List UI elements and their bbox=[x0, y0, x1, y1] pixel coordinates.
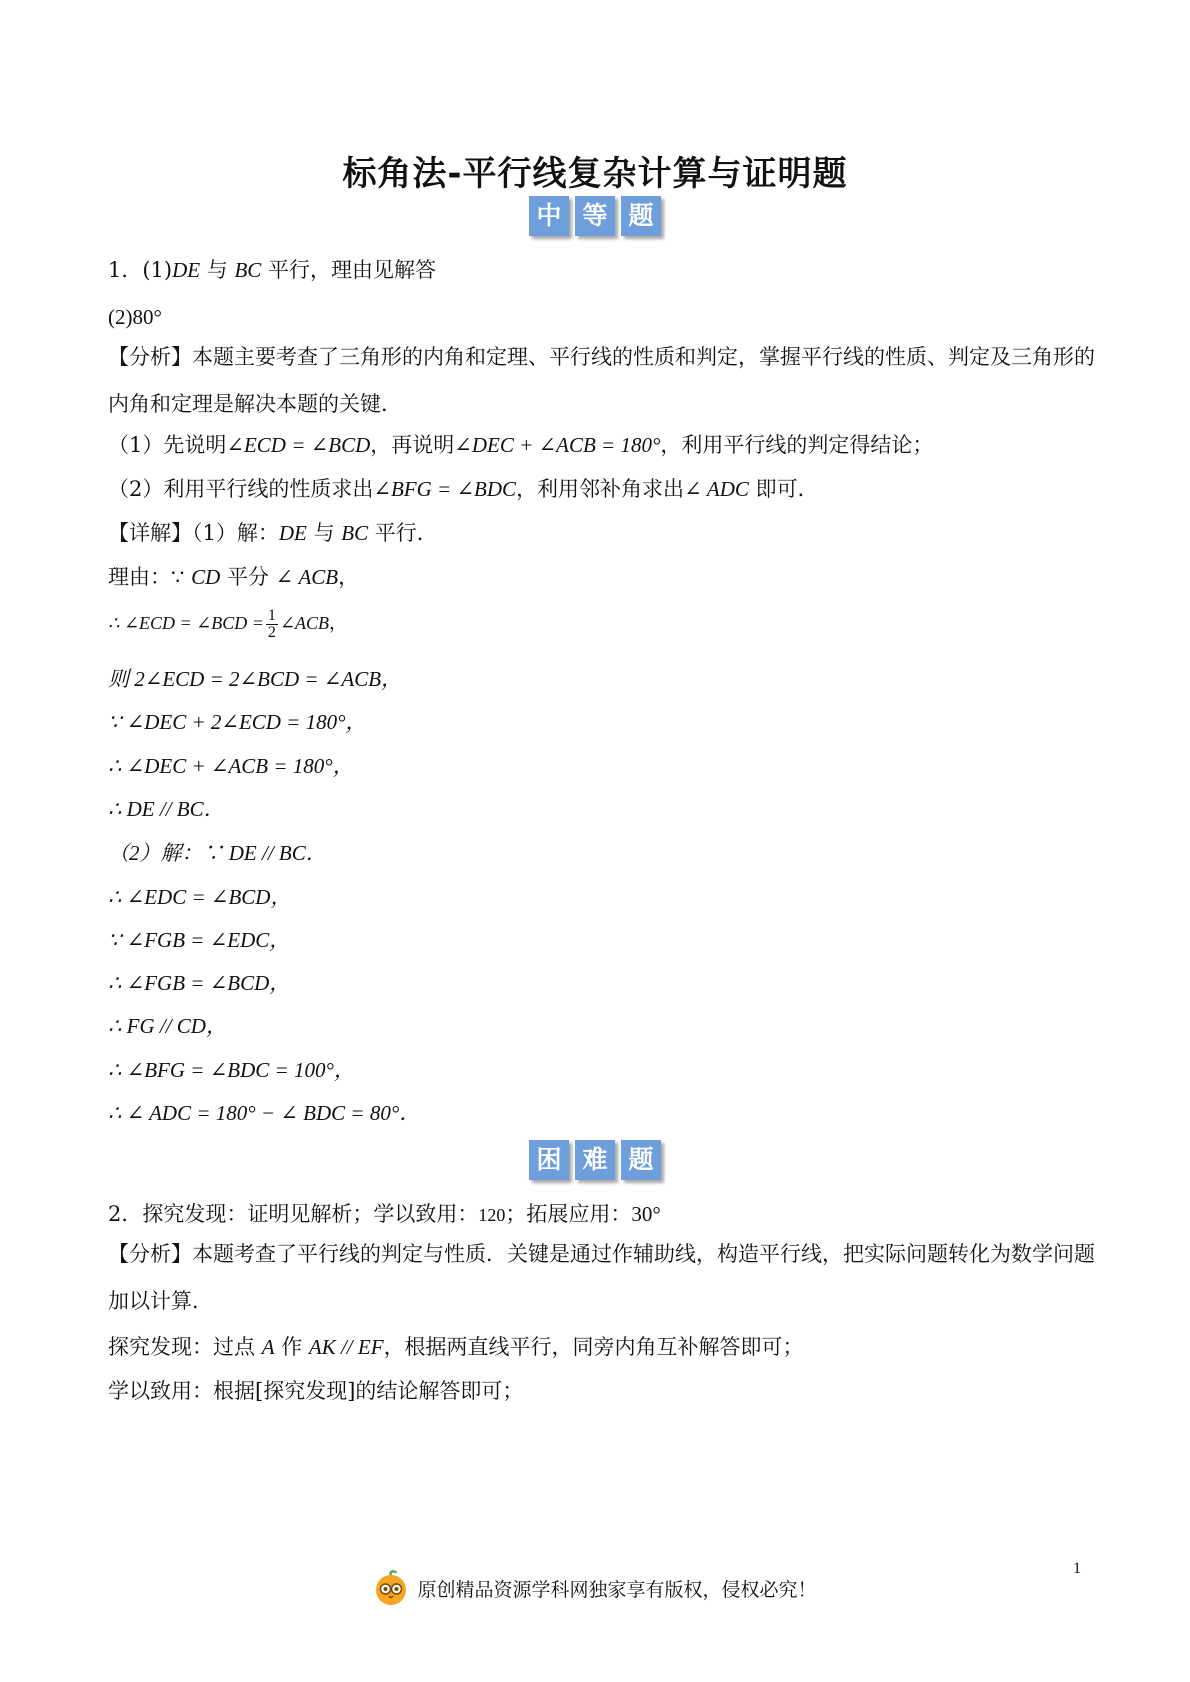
proof-line: （2）解：∵ DE // BC． bbox=[108, 841, 327, 865]
q2-answer: 2．探究发现：证明见解析；学以致用：120；拓展应用：30° bbox=[108, 1202, 661, 1226]
proof-line: ∵ ∠DEC + 2∠ECD = 180°， bbox=[108, 710, 367, 734]
owl-logo-icon bbox=[373, 1570, 409, 1606]
proof-line: ∴ ∠ ADC = 180° − ∠ BDC = 80°． bbox=[108, 1101, 421, 1125]
badge-char: 等 bbox=[575, 196, 615, 236]
footer-text: 原创精品资源学科网独家享有版权，侵权必究！ bbox=[417, 1578, 817, 1601]
section-badge-hard bbox=[0, 1140, 1190, 1180]
q1-answer-2: (2)80° bbox=[108, 305, 162, 329]
proof-line: ∴ ∠FGB = ∠BCD， bbox=[108, 971, 291, 995]
q1-step-2: （2）利用平行线的性质求出∠BFG = ∠BDC，利用邻补角求出∠ ADC 即可． bbox=[108, 477, 819, 501]
proof-line: 则 2∠ECD = 2∠BCD = ∠ACB， bbox=[108, 667, 403, 691]
badge-char: 中 bbox=[529, 196, 569, 236]
fraction: $\frac{1}{2}$ bbox=[267, 606, 276, 641]
footer bbox=[0, 1570, 1190, 1606]
q1-analysis: 【分析】本题主要考查了三角形的内角和定理、平行线的性质和判定，掌握平行线的性质、判定及三角形的内角和定理是解决本题的关键． bbox=[108, 345, 1095, 416]
proof-line: ∴ ∠DEC + ∠ACB = 180°， bbox=[108, 754, 354, 778]
badge-char: 题 bbox=[621, 1140, 661, 1180]
section-badge-medium bbox=[0, 196, 1190, 236]
q1-answer-1: 1．(1)DE 与 BC 平行，理由见解答 bbox=[108, 258, 437, 282]
badge-char: 难 bbox=[575, 1140, 615, 1180]
page-number: 1 bbox=[1073, 1560, 1081, 1577]
q1-step-1: （1）先说明∠ECD = ∠BCD，再说明∠DEC + ∠ACB = 180°，利用平行线的判定得结论； bbox=[108, 433, 934, 457]
proof-line: ∴ ∠BFG = ∠BDC = 100°， bbox=[108, 1058, 355, 1082]
proof-line: ∴ DE // BC． bbox=[108, 797, 225, 821]
q2-apply: 学以致用：根据[探究发现]的结论解答即可； bbox=[108, 1379, 524, 1403]
q2-explore: 探究发现：过点 A 作 AK // EF，根据两直线平行，同旁内角互补解答即可； bbox=[108, 1335, 804, 1359]
q1-fraction-line: ∴ ∠ECD = ∠BCD = $\frac{1}{2}$ ∠ACB， bbox=[108, 606, 347, 641]
q1-reason: 理由：∵ CD 平分 ∠ ACB， bbox=[108, 565, 360, 589]
proof-line: ∵ ∠FGB = ∠EDC， bbox=[108, 928, 291, 952]
badge-char: 题 bbox=[621, 196, 661, 236]
page-title: 标角法-平行线复杂计算与证明题 bbox=[342, 154, 848, 194]
q1-detail: 【详解】（1）解：DE 与 BC 平行． bbox=[108, 521, 438, 545]
proof-line: ∴ ∠EDC = ∠BCD， bbox=[108, 885, 292, 909]
proof-line: ∴ FG // CD， bbox=[108, 1014, 227, 1038]
q2-analysis: 【分析】本题考查了平行线的判定与性质．关键是通过作辅助线，构造平行线，把实际问题转化为数学问题加以计算． bbox=[108, 1242, 1095, 1313]
badge-char: 困 bbox=[529, 1140, 569, 1180]
